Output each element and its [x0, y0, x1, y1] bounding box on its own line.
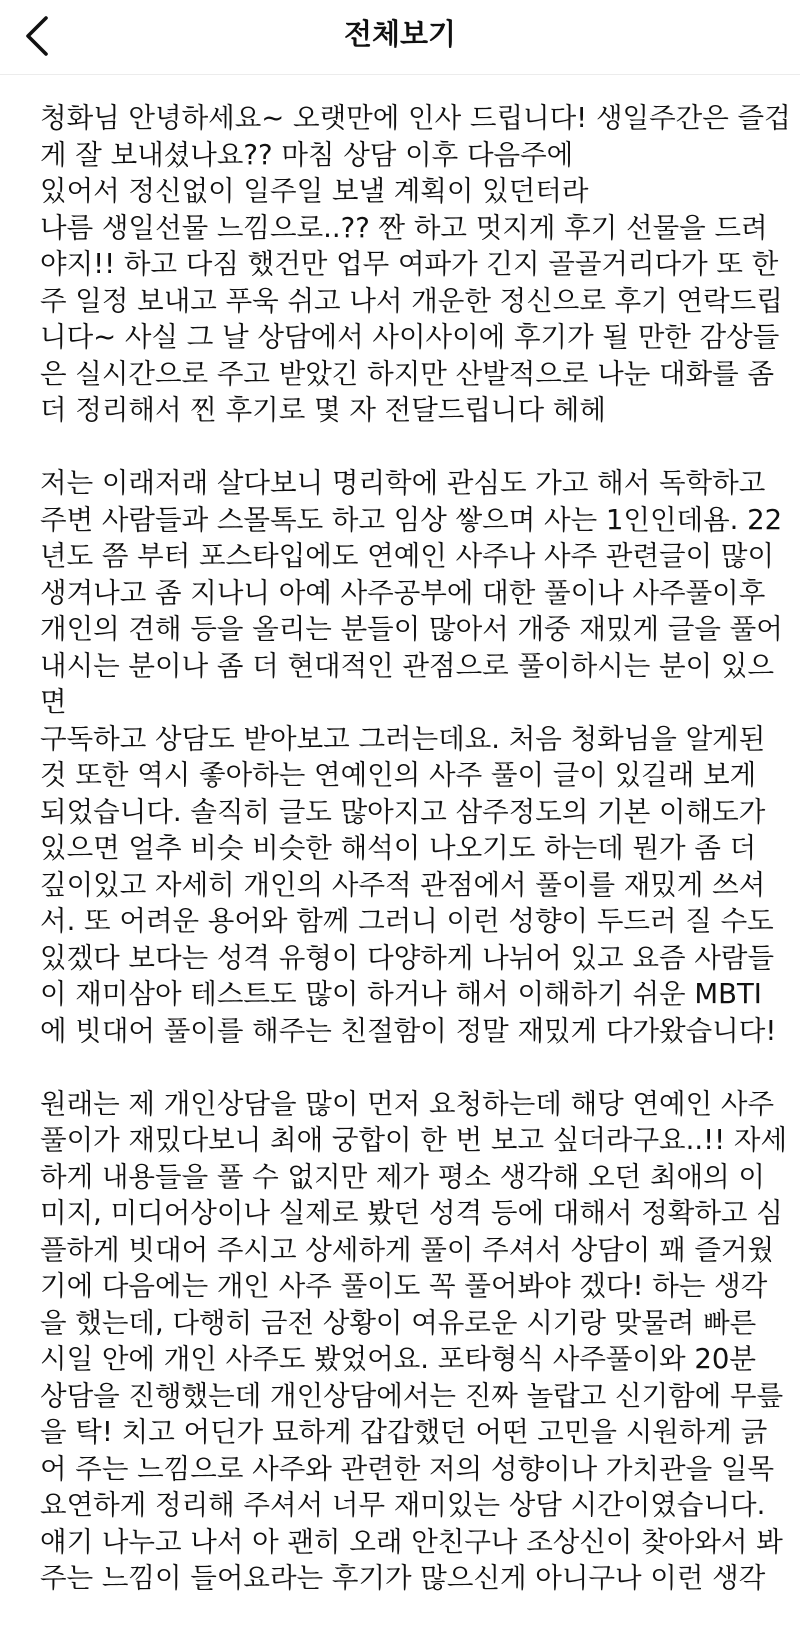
- review-text-line: 얘기 나누고 나서 아 괜히 오래 안친구나 조상신이 찾아와서 봐: [40, 1525, 783, 1558]
- review-text-line: 더 정리해서 찐 후기로 몇 자 전달드립니다 헤헤: [40, 394, 606, 426]
- review-text-line: 것 또한 역시 좋아하는 연예인의 사주 풀이 글이 있길래 보게: [40, 759, 757, 791]
- page-title: 전체보기: [343, 17, 457, 51]
- review-text-line: 서. 또 어려운 용어와 함께 그러니 이런 성향이 두드러 질 수도: [40, 905, 774, 937]
- review-text-line: 은 실시간으로 주고 받았긴 하지만 산발적으로 나눈 대화를 좀: [40, 357, 775, 390]
- review-text-line: 풀이가 재밌다보니 최애 궁합이 한 번 보고 싶더라구요..!! 자세: [40, 1124, 788, 1156]
- review-paragraph: [40, 1086, 788, 1597]
- review-text-line: 원래는 제 개인상담을 많이 먼저 요청하는데 해당 연예인 사주: [40, 1087, 775, 1120]
- review-text-line: 면: [40, 686, 67, 718]
- review-paragraph: [40, 100, 791, 429]
- review-content: [40, 100, 791, 1633]
- review-text-line: 주는 느낌이 들어요라는 후기가 많으신게 아니구나 이런 생각: [40, 1562, 766, 1594]
- review-text-line: 을 탁! 치고 어딘가 묘하게 갑갑했던 어떤 고민을 시원하게 긁: [40, 1416, 768, 1448]
- review-text-line: 년도 쯤 부터 포스타입에도 연예인 사주나 사주 관련글이 많이: [40, 540, 775, 572]
- review-text-line: 시일 안에 개인 사주도 봤었어요. 포타형식 사주풀이와 20분: [40, 1343, 756, 1375]
- review-text-line: 내시는 분이나 좀 더 현대적인 관점으로 풀이하시는 분이 있으: [40, 649, 775, 682]
- review-text-line: 생겨나고 좀 지나니 아예 사주공부에 대한 풀이나 사주풀이후: [40, 576, 766, 609]
- review-text-line: 니다~ 사실 그 날 상담에서 사이사이에 후기가 될 만한 감상들: [40, 321, 780, 353]
- review-text-line: 있으면 얼추 비슷 비슷한 해석이 나오기도 하는데 뭔가 좀 더: [40, 832, 757, 864]
- review-text-line: 을 했는데, 다행히 금전 상황이 여유로운 시기랑 맞물려 빠른: [40, 1306, 757, 1339]
- review-text-line: 청화님 안녕하세요~ 오랫만에 인사 드립니다! 생일주간은 즐겁: [40, 102, 791, 134]
- review-text-line: 주 일정 보내고 푸욱 쉬고 나서 개운한 정신으로 후기 연락드립: [40, 284, 783, 317]
- top-bar: [0, 0, 800, 75]
- review-text-line: 저는 이래저래 살다보니 명리학에 관심도 가고 해서 독학하고: [40, 467, 766, 499]
- review-text-line: 주변 사람들과 스몰톡도 하고 임상 쌓으며 사는 1인인데욤. 22: [40, 503, 783, 536]
- review-text-line: 게 잘 보내셨나요?? 마침 상담 이후 다음주에: [40, 138, 574, 171]
- review-text-line: 미지, 미디어상이나 실제로 봤던 성격 등에 대해서 정확하고 심: [40, 1197, 783, 1229]
- review-text-line: 되었습니다. 솔직히 글도 많아지고 삼주정도의 기본 이해도가: [40, 795, 766, 828]
- review-text-line: 있어서 정신없이 일주일 보낼 계획이 있던터라: [40, 175, 589, 207]
- review-text-line: 이 재미삼아 테스트도 많이 하거나 해서 이해하기 쉬운 MBTI: [40, 978, 762, 1010]
- review-text-line: 깊이있고 자세히 개인의 사주적 관점에서 풀이를 재밌게 쓰셔: [40, 868, 766, 901]
- review-text-line: 하게 내용들을 풀 수 없지만 제가 평소 생각해 오던 최애의 이: [40, 1160, 765, 1193]
- review-text-line: 에 빗대어 풀이를 해주는 친절함이 정말 재밌게 다가왔습니다!: [40, 1014, 777, 1047]
- review-text-line: 기에 다음에는 개인 사주 풀이도 꼭 풀어봐야 겠다! 하는 생각: [40, 1270, 768, 1302]
- review-text-line: 어 주는 느낌으로 사주와 관련한 저의 성향이나 가치관을 일목: [40, 1452, 775, 1485]
- review-text-line: 있겠다 보다는 성격 유형이 다양하게 나뉘어 있고 요즘 사람들: [40, 941, 775, 974]
- review-text-line: 플하게 빗대어 주시고 상세하게 풀이 주셔서 상담이 꽤 즐거웠: [40, 1233, 775, 1266]
- review-text-line: 요연하게 정리해 주셔서 너무 재미있는 상담 시간이였습니다.: [40, 1489, 766, 1521]
- review-text-line: 구독하고 상담도 받아보고 그러는데요. 처음 청화님을 알게된: [40, 722, 766, 755]
- review-text-line: 나름 생일선물 느낌으로..?? 짠 하고 멋지게 후기 선물을 드려: [40, 211, 768, 244]
- review-text-line: 개인의 견해 등을 올리는 분들이 많아서 개중 재밌게 글을 풀어: [40, 613, 783, 645]
- review-text-line: 야지!! 하고 다짐 했건만 업무 여파가 긴지 골골거리다가 또 한: [40, 248, 779, 280]
- review-paragraph: [40, 465, 783, 1049]
- review-text-line: 상담을 진행했는데 개인상담에서는 진짜 놀랍고 신기함에 무릎: [40, 1379, 784, 1412]
